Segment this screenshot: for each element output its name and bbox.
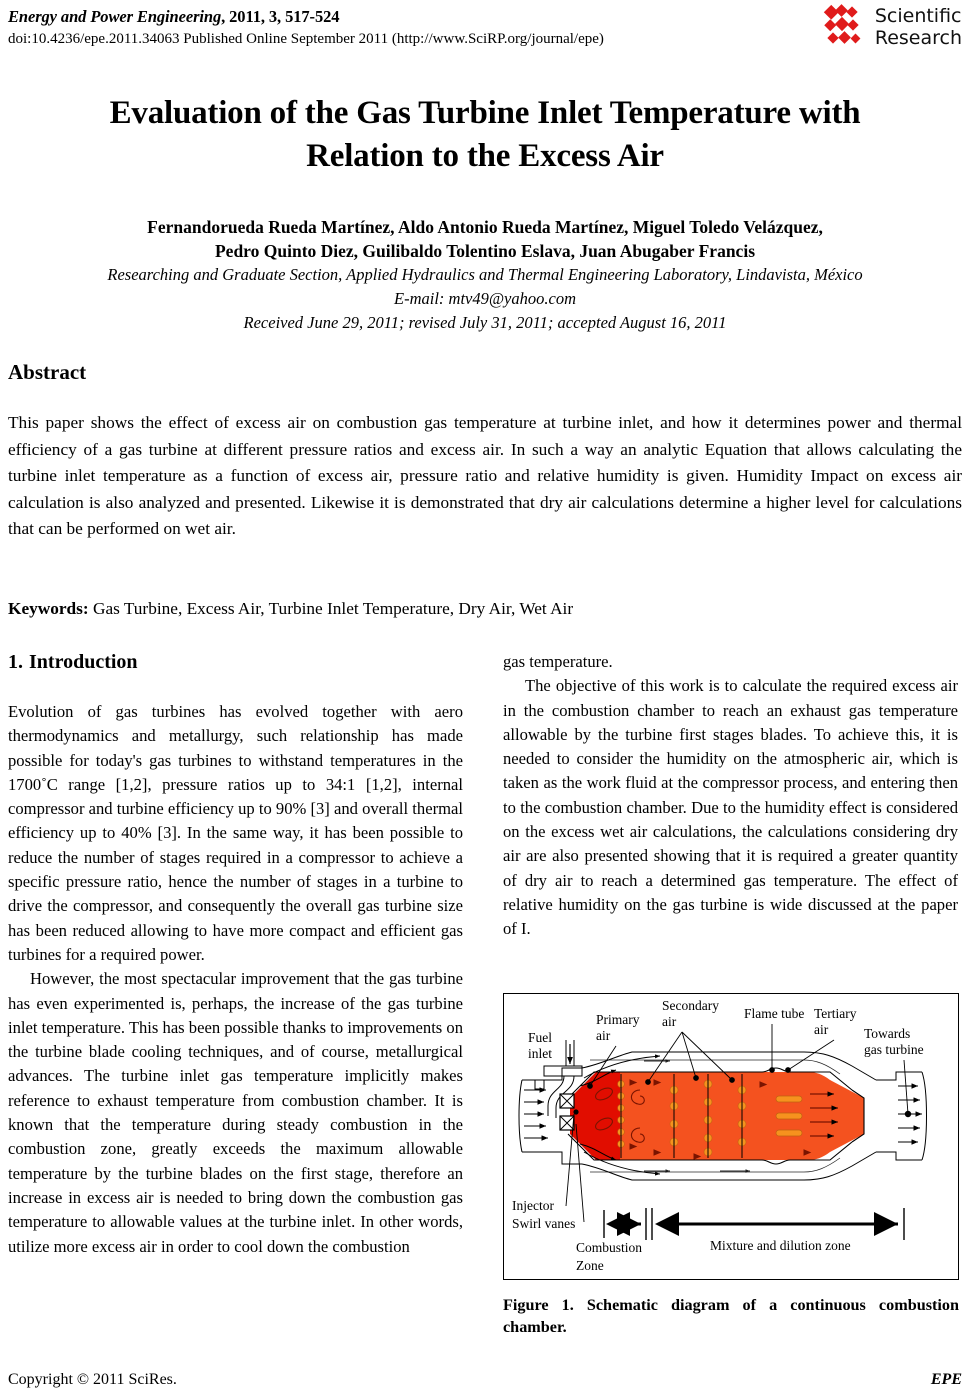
zone-dimension-arrows bbox=[604, 1208, 904, 1240]
keywords-line bbox=[8, 596, 962, 622]
paper-title-line-2: Relation to the Excess Air bbox=[306, 138, 664, 174]
svg-text:Secondary: Secondary bbox=[662, 998, 719, 1013]
svg-text:Flame tube: Flame tube bbox=[744, 1006, 805, 1021]
journal-citation-line bbox=[8, 6, 604, 28]
journal-name: Energy and Power Engineering bbox=[8, 7, 222, 26]
figure-1-block bbox=[503, 993, 959, 1338]
svg-text:Tertiary: Tertiary bbox=[814, 1006, 857, 1021]
section-title: Introduction bbox=[29, 651, 138, 673]
svg-text:air: air bbox=[814, 1022, 829, 1037]
author-line-1: Fernandorueda Rueda Martínez, Aldo Antonio Rueda Martínez, Miguel Toledo Velázquez, bbox=[147, 217, 823, 237]
page-title bbox=[44, 92, 926, 178]
svg-text:Combustion: Combustion bbox=[576, 1240, 643, 1255]
section-number: 1. bbox=[8, 651, 23, 673]
svg-text:Towards: Towards bbox=[864, 1026, 911, 1041]
paragraph-right-2: The objective of this work is to calculate the required excess air in the combustion chamber to reach an exhaust gas temperature allowable by the turbine first stages blades. To achieve this, it is needed to consider the humidity on the atmospheric air, which is taken as the work fluid at the compressor process, and entering then to the combustion chamber. Due to the humidity effect is considered on the excess wet air calculations, the calculations considering dry air are also presented showing that it is required a greater quantity of dry air to reach a determined gas temperature. The effect of relative humidity on the gas turbine is wide discussed at the paper of I. bbox=[503, 676, 958, 939]
email-label: E-mail bbox=[394, 289, 439, 308]
copyright-text: Copyright © 2011 SciRes. bbox=[8, 1371, 177, 1388]
authors-block bbox=[40, 215, 930, 335]
svg-text:Mixture and dilution zone: Mixture and dilution zone bbox=[710, 1238, 851, 1253]
svg-text:air: air bbox=[596, 1028, 611, 1043]
scientific-research-logo[interactable] bbox=[823, 4, 962, 50]
author-line-2: Pedro Quinto Diez, Guilibaldo Tolentino Eslava, Juan Abugaber Francis bbox=[214, 241, 755, 261]
svg-text:Fuel: Fuel bbox=[528, 1030, 553, 1045]
body-column-left bbox=[8, 650, 463, 1259]
svg-text:Swirl vanes: Swirl vanes bbox=[512, 1216, 576, 1231]
email-line: E-mail: mtv49@yahoo.com bbox=[394, 289, 576, 308]
svg-text:Primary: Primary bbox=[596, 1012, 640, 1027]
paper-title-line-1: Evaluation of the Gas Turbine Inlet Temperature with bbox=[109, 95, 861, 131]
keywords-label: Keywords: bbox=[8, 599, 89, 618]
figure-bottom-labels bbox=[512, 1198, 851, 1273]
affiliation-line: Researching and Graduate Section, Applied Hydraulics and Thermal Engineering Laboratory, Lindavista, México bbox=[107, 265, 863, 284]
logo-line-scientific: Scientific bbox=[874, 5, 962, 27]
svg-text:gas turbine: gas turbine bbox=[864, 1042, 924, 1057]
figure-1-caption: Figure 1. Schematic diagram of a continuous combustion chamber. bbox=[503, 1296, 959, 1336]
logo-line-research: Research bbox=[874, 27, 962, 49]
section-heading-introduction bbox=[8, 650, 463, 674]
svg-text:air: air bbox=[662, 1014, 677, 1029]
svg-text:Zone: Zone bbox=[576, 1258, 604, 1273]
email-address[interactable]: mtv49@yahoo.com bbox=[448, 289, 576, 308]
inlet-air-arrows bbox=[524, 1090, 548, 1138]
svg-text:Injector: Injector bbox=[512, 1198, 554, 1213]
figure-1-image bbox=[503, 993, 959, 1280]
masthead-text bbox=[8, 6, 604, 50]
journal-abbrev: EPE bbox=[930, 1371, 962, 1388]
paragraph-intro-2: However, the most spectacular improvement that the gas turbine has even experimented is, perhaps, the increase of the gas turbine inlet temperature. This has been possible thanks to improvements on the turbine blade cooling techniques, and of course, metallurgical advances. The turbine inlet gas temperature implicitly makes reference to exhaust temperature from combustion chamber. It is known that the temperature during steady combustion in the combustion zone, greatly exceeds the maximum allowable temperature by the turbine blades on the first stage, therefore an increase in excess air is needed to bring down the combustion gas temperature to allowable values at the turbine inlet. In other words, utilize more excess air in order to cool down the combustion bbox=[8, 969, 464, 1256]
combustion-chamber-diagram bbox=[504, 994, 957, 1278]
diamond-cluster-icon bbox=[823, 4, 869, 50]
masthead bbox=[8, 6, 962, 58]
received-dates-line: Received June 29, 2011; revised July 31, 2011; accepted August 16, 2011 bbox=[243, 313, 727, 332]
body-column-right bbox=[503, 650, 958, 942]
hot-gas-region bbox=[570, 1072, 864, 1160]
paragraph-right-1: gas temperature. bbox=[503, 652, 613, 671]
logo-wordmark bbox=[875, 5, 962, 49]
doi-line: doi:10.4236/epe.2011.34063 Published Online September 2011 (http://www.SciRP.org/journal/epe) bbox=[8, 31, 604, 47]
abstract-text: This paper shows the effect of excess air on combustion gas temperature at turbine inlet, and how it determines power and thermal efficiency of a gas turbine at different pressure ratios and excess air. In such a way an analytic Equation that allows calculating the turbine inlet temperature as a function of excess air, pressure ratio and relative humidity is given. Humidity Impact on excess air calculation is also analyzed and presented. Likewise it is demonstrated that dry air calculations determine a higher level for calculations that can be performed on wet air. bbox=[8, 413, 962, 538]
journal-volume-pages: , 2011, 3, 517-524 bbox=[221, 7, 340, 26]
paragraph-intro-1: Evolution of gas turbines has evolved together with aero thermodynamics and metallurgy, such relationship has made possible for today's gas turbines to withstand temperatures in the 1700˚C range [1,2], pressure ratios up to 34:1 [1,2], internal compressor and turbine efficiency up to 90% [3] and overall thermal efficiency up to 40% [3]. In the same way, it has been possible to reduce the number of stages required in a compressor to achieve a specific pressure ratio, hence the number of stages in a turbine to drive the compressor, and consequently the overall gas turbine size has been reduced allowing to have more compact and efficient gas turbines for a required power. bbox=[8, 702, 463, 964]
keywords-value: Gas Turbine, Excess Air, Turbine Inlet Temperature, Dry Air, Wet Air bbox=[88, 599, 574, 618]
abstract-heading: Abstract bbox=[8, 360, 87, 384]
svg-text:inlet: inlet bbox=[528, 1046, 552, 1061]
